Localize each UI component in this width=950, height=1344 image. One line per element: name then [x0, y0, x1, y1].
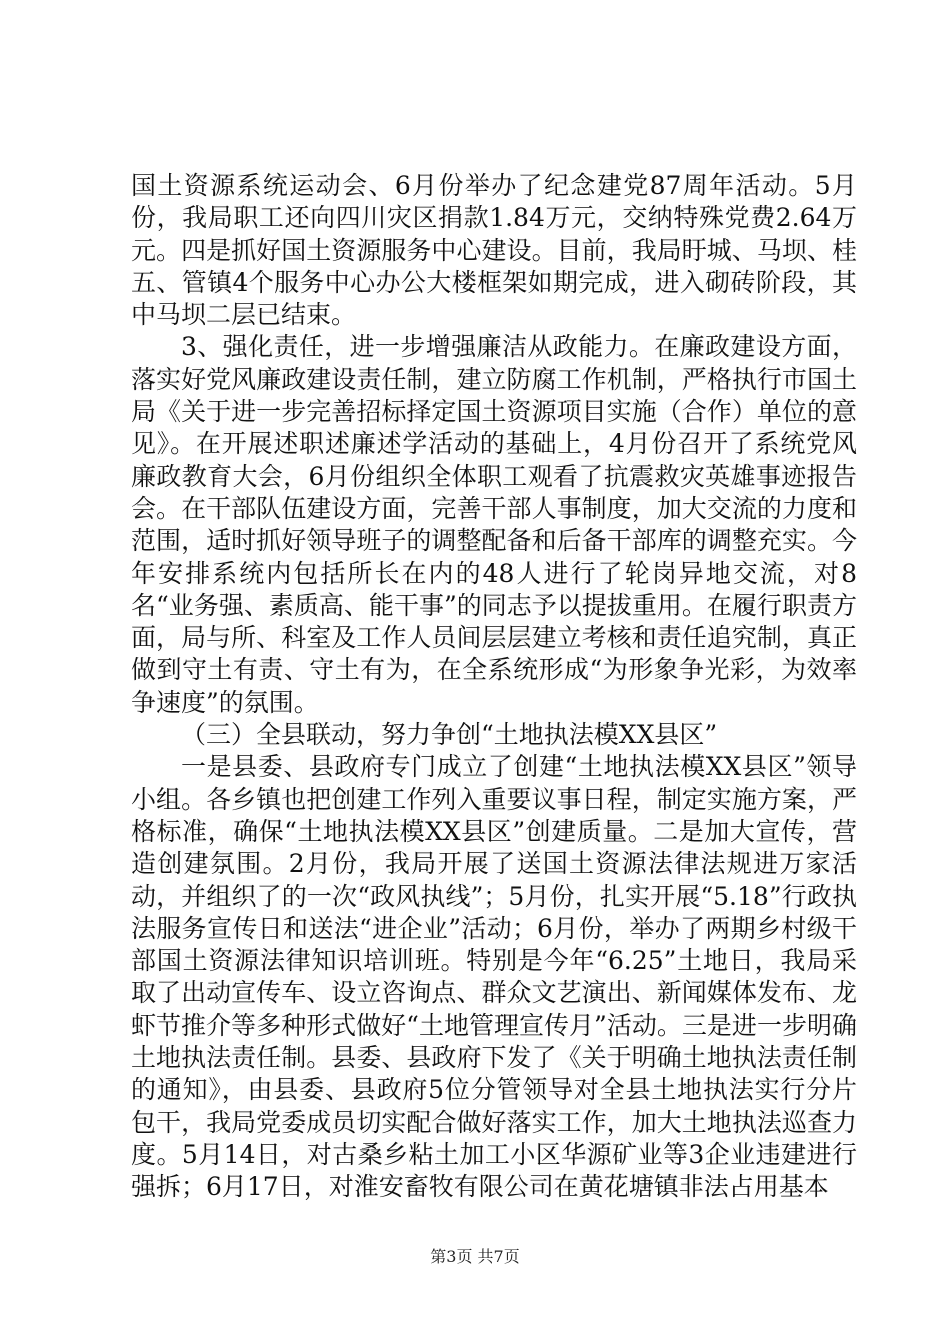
paragraph-continuation: 国土资源系统运动会、6月份举办了纪念建党87周年活动。5月份，我局职工还向四川灾区捐款1.84万元，交纳特殊党费2.64万元。四是抓好国土资源服务中心建设。目前，我局盱城、马坝、桂五、管镇4个服务中心办公大楼框架如期完成，进入砌砖阶段，其中马坝二层已结束。	[131, 171, 857, 330]
paragraph-integrity: 3、强化责任，进一步增强廉洁从政能力。在廉政建设方面，落实好党风廉政建设责任制，建立防腐工作机制，严格执行市国土局《关于进一步完善招标择定国土资源项目实施（合作）单位的意见》。在开展述职述廉述学活动的基础上，4月份召开了系统党风廉政教育大会，6月份组织全体职工观看了抗震救灾英雄事迹报告会。在干部队伍建设方面，完善干部人事制度，加大交流的力度和范围，适时抓好领导班子的调整配备和后备干部库的调整充实。今年安排系统内包括所长在内的48人进行了轮岗异地交流，对8名“业务强、素质高、能干事”的同志予以提拔重用。在履行职责方面，局与所、科室及工作人员间层层建立考核和责任追究制，真正做到守土有责、守土有为，在全系统形成“为形象争光彩，为效率争速度”的氛围。	[131, 332, 857, 717]
paragraph-enforcement: 一是县委、县政府专门成立了创建“土地执法模XX县区”领导小组。各乡镇也把创建工作列入重要议事日程，制定实施方案，严格标准，确保“土地执法模XX县区”创建质量。二是加大宣传，营造创建氛围。2月份，我局开展了送国土资源法律法规进万家活动，并组织了的一次“政风执线”；5月份，扎实开展“5.18”行政执法服务宣传日和送法“进企业”活动；6月份，举办了两期乡村级干部国土资源法律知识培训班。特别是今年“6.25”土地日，我局采取了出动宣传车、设立咨询点、群众文艺演出、新闻媒体发布、龙虾节推介等多种形式做好“土地管理宣传月”活动。三是进一步明确土地执法责任制。县委、县政府下发了《关于明确土地执法责任制的通知》，由县委、县政府5位分管领导对全县土地执法实行分片包干，我局党委成员切实配合做好落实工作，加大土地执法巡查力度。5月14日，对古桑乡粘土加工小区华源矿业等3企业违建进行强拆；6月17日，对淮安畜牧有限公司在黄花塘镇非法占用基本	[131, 752, 857, 1202]
page-footer: 第3页 共7页	[430, 1247, 520, 1266]
section-heading: （三）全县联动，努力争创“土地执法模XX县区”	[181, 720, 718, 750]
document-body	[131, 170, 857, 1204]
